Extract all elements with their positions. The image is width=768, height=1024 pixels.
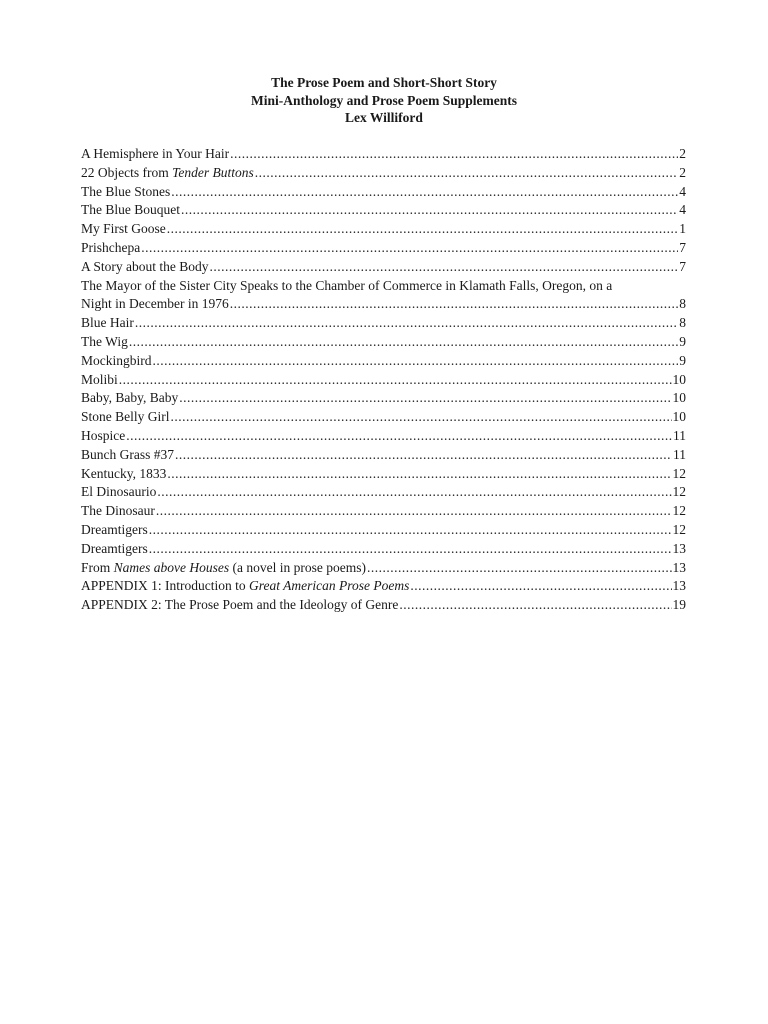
toc-entry: [81, 277, 686, 315]
toc-entry: [81, 183, 686, 202]
toc-entry: [81, 352, 686, 371]
toc-entry: [81, 502, 686, 521]
toc-entry: [81, 577, 686, 596]
toc-page-number: 10: [672, 390, 686, 406]
toc-page-number: 7: [679, 239, 686, 255]
toc-entry-title: Bunch Grass #37: [81, 446, 174, 462]
toc-entry-title: Blue Hair: [81, 315, 134, 331]
toc-entry-title: From Names above Houses (a novel in prose poems): [81, 559, 366, 575]
toc-page-number: 9: [679, 333, 686, 349]
toc-entry: [81, 483, 686, 502]
dot-leader: [171, 408, 672, 427]
toc-entry-title: 22 Objects from Tender Buttons: [81, 164, 254, 180]
toc-entry: [81, 201, 686, 220]
dot-leader: [153, 352, 679, 371]
toc-page-number: 11: [673, 446, 686, 462]
dot-leader: [141, 239, 678, 258]
toc-entry-title: The Blue Stones: [81, 183, 171, 199]
toc-entry: [81, 540, 686, 559]
toc-entry-title: APPENDIX 2: The Prose Poem and the Ideology of Genre: [81, 597, 399, 613]
toc-entry-title: The Blue Bouquet: [81, 202, 180, 218]
toc-entry-title: Dreamtigers: [81, 521, 148, 537]
toc-entry: [81, 145, 686, 164]
toc-page-number: 9: [679, 352, 686, 368]
toc-page-number: 4: [679, 202, 686, 218]
dot-leader: [230, 295, 679, 314]
toc-page-number: 13: [672, 578, 686, 594]
toc-entry-title: A Story about the Body: [81, 258, 209, 274]
toc-page-number: 12: [672, 521, 686, 537]
table-of-contents: [81, 145, 686, 615]
toc-entry: [81, 446, 686, 465]
toc-entry-title: The Dinosaur: [81, 503, 155, 519]
toc-entry-title: Molibi: [81, 371, 118, 387]
dot-leader: [167, 220, 678, 239]
dot-leader: [230, 145, 678, 164]
toc-page-number: 12: [672, 465, 686, 481]
toc-page-number: 12: [672, 484, 686, 500]
toc-entry-title: Hospice: [81, 427, 126, 443]
dot-leader: [157, 483, 671, 502]
dot-leader: [149, 521, 672, 540]
toc-entry: [81, 258, 686, 277]
dot-leader: [181, 201, 678, 220]
toc-page-number: 8: [679, 315, 686, 331]
toc-entry: [81, 389, 686, 408]
toc-page-number: 2: [679, 164, 686, 180]
dot-leader: [210, 258, 679, 277]
dot-leader: [119, 371, 672, 390]
toc-entry-title: APPENDIX 1: Introduction to Great American Prose Poems: [81, 578, 410, 594]
toc-entry-title: A Hemisphere in Your Hair: [81, 146, 230, 161]
dot-leader: [126, 427, 672, 446]
dot-leader: [171, 183, 678, 202]
toc-entry-title: Kentucky, 1833: [81, 465, 167, 481]
toc-page-number: 12: [672, 503, 686, 519]
toc-page-number: 10: [672, 409, 686, 425]
toc-page-number: 19: [672, 597, 686, 613]
toc-entry-title: Prishchepa: [81, 239, 141, 255]
dot-leader: [399, 596, 671, 615]
toc-entry-title: Night in December in 1976: [81, 296, 229, 312]
toc-entry: [81, 371, 686, 390]
title-line-1: The Prose Poem and Short-Short Story: [271, 75, 497, 90]
toc-entry: [81, 521, 686, 540]
toc-entry-title: Stone Belly Girl: [81, 409, 170, 425]
toc-page-number: 13: [672, 559, 686, 575]
toc-page-number: 7: [679, 258, 686, 274]
title-line-2: Mini-Anthology and Prose Poem Supplements: [250, 92, 518, 108]
toc-entry: [81, 333, 686, 352]
toc-entry: [81, 220, 686, 239]
dot-leader: [410, 577, 671, 596]
toc-entry: [81, 427, 686, 446]
toc-page-number: 2: [679, 146, 686, 161]
dot-leader: [175, 446, 672, 465]
toc-page-number: 1: [679, 221, 686, 237]
dot-leader: [156, 502, 672, 521]
toc-page-number: 10: [672, 371, 686, 387]
toc-page-number: 8: [679, 296, 686, 312]
toc-page-number: 11: [673, 427, 686, 443]
document-header: [0, 74, 768, 127]
dot-leader: [149, 540, 672, 559]
toc-entry: [81, 596, 686, 615]
dot-leader: [255, 164, 679, 183]
dot-leader: [135, 314, 678, 333]
toc-page-number: 13: [672, 540, 686, 556]
toc-entry-title: Dreamtigers: [81, 540, 148, 556]
toc-entry: [81, 164, 686, 183]
toc-entry-title: My First Goose: [81, 221, 166, 237]
toc-entry: [81, 239, 686, 258]
dot-leader: [129, 333, 678, 352]
toc-entry-title: El Dinosaurio: [81, 484, 157, 500]
toc-page-number: 4: [679, 183, 686, 199]
toc-entry: [81, 465, 686, 484]
toc-entry-title: The Wig: [81, 333, 128, 349]
dot-leader: [167, 465, 671, 484]
dot-leader: [367, 559, 672, 578]
toc-entry-title: Mockingbird: [81, 352, 152, 368]
toc-entry: [81, 559, 686, 578]
toc-entry-title-continued: [81, 295, 686, 314]
dot-leader: [179, 389, 671, 408]
toc-entry: [81, 408, 686, 427]
toc-entry: [81, 314, 686, 333]
toc-entry-title: The Mayor of the Sister City Speaks to the Chamber of Commerce in Klamath Falls, Oregon, on a: [81, 277, 613, 293]
author-name: Lex Williford: [345, 110, 423, 125]
toc-entry-title: Baby, Baby, Baby: [81, 390, 179, 406]
